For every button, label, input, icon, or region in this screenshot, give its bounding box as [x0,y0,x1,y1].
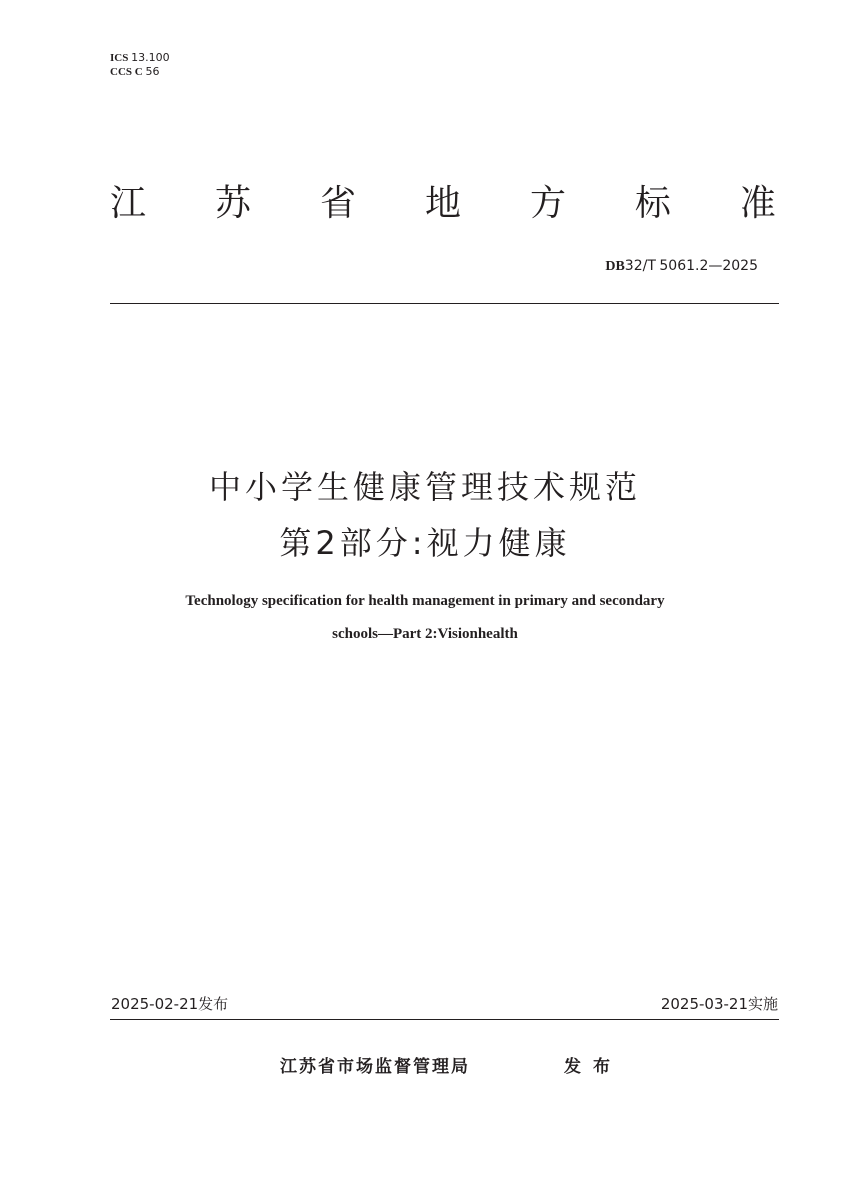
chinese-title-line-1: 中小学生健康管理技术规范 [208,468,641,506]
standard-type-title [110,181,776,227]
issuing-action: 发布 [564,1057,622,1077]
standard-number-value: 5061.2—2025 [659,258,758,274]
ics-label: ICS [110,52,129,64]
ccs-code-number: 56 [145,65,160,78]
issuing-authority: 江苏省市场监督管理局 [280,1057,470,1077]
title-char: 标 [634,183,671,224]
title-char: 准 [739,183,776,224]
header-divider [110,303,779,304]
ccs-label: CCS [110,66,133,78]
footer-divider [110,1019,779,1020]
english-title-line-1: Technology specification for health management in primary and secondary [185,593,665,609]
implementation-date: 2025-03-21实施 [660,995,778,1013]
title-char: 江 [110,183,147,224]
ics-code: 13.100 [131,51,170,64]
chinese-title-line-2: 第2部分:视力健康 [279,524,571,562]
title-char: 地 [424,183,461,224]
title-char: 苏 [214,183,251,224]
standard-number [605,258,758,275]
standard-number-prefix: DB [605,259,625,274]
issue-date: 2025-02-21发布 [111,995,229,1013]
title-char: 省 [319,183,356,224]
ccs-code-line [110,65,170,79]
classification-codes [110,51,170,79]
standard-number-code: 32/T [624,258,656,274]
ics-code-line [110,51,170,65]
english-title-line-2: schools—Part 2:Visionhealth [332,626,518,642]
ccs-code-letter: C [134,66,143,78]
title-char: 方 [529,183,566,224]
